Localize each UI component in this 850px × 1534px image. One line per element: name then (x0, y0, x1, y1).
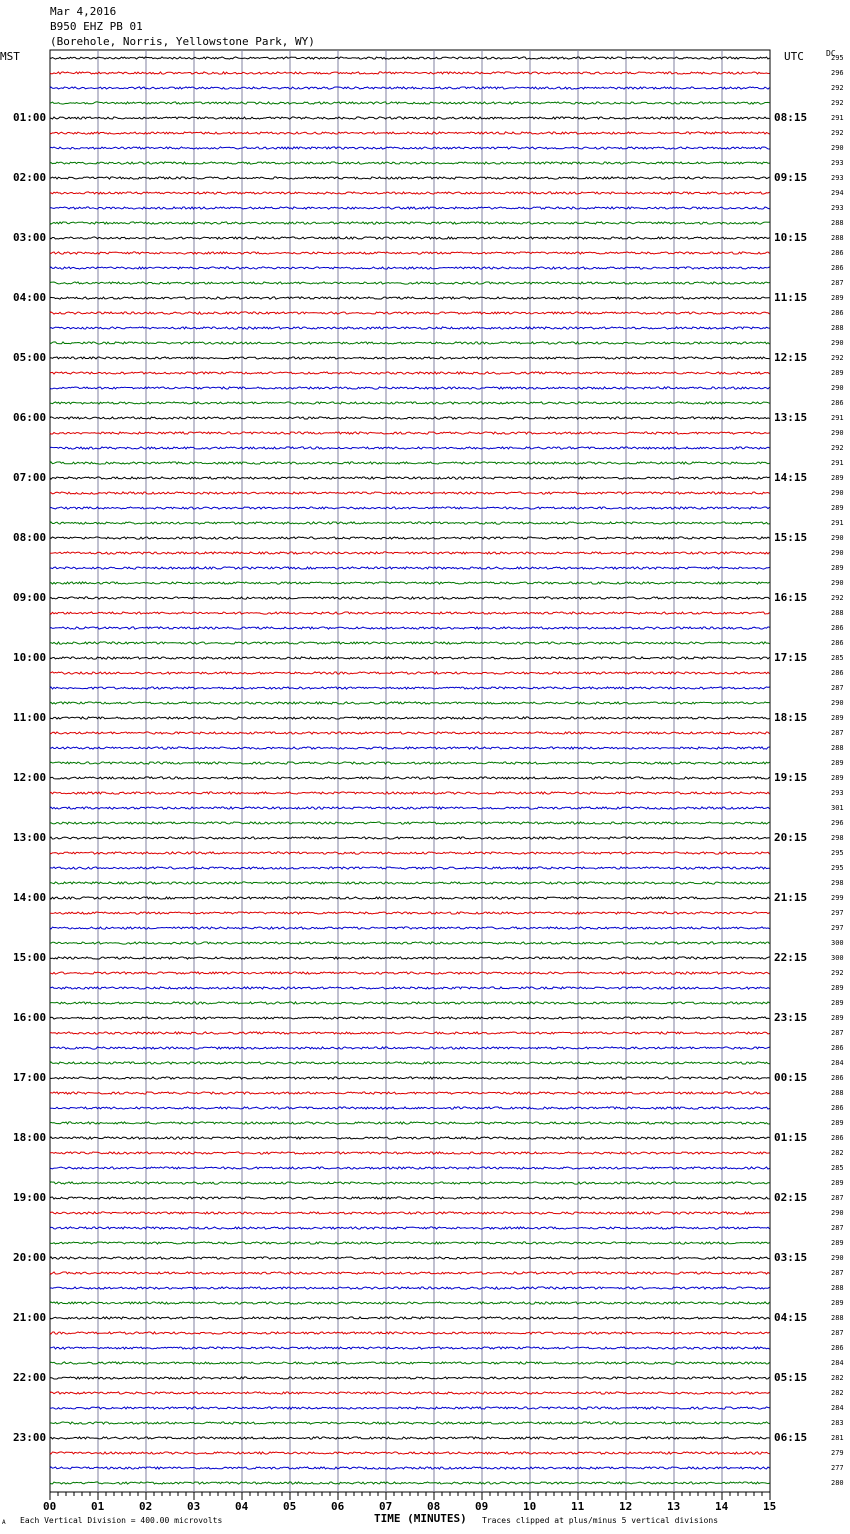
x-tick-label: 05 (283, 1500, 297, 1513)
seismic-trace (50, 1047, 770, 1049)
dc-offset-value: 280 (831, 1479, 844, 1487)
mst-hour-label: 04:00 (13, 291, 47, 304)
utc-hour-label: 14:15 (774, 471, 808, 484)
dc-offset-value: 288 (831, 609, 844, 617)
seismic-trace (50, 537, 770, 539)
dc-offset-value: 290 (831, 534, 844, 542)
utc-hour-label: 19:15 (774, 771, 808, 784)
x-tick-label: 03 (187, 1500, 201, 1513)
mst-hour-label: 10:00 (13, 651, 47, 664)
dc-offset-value: 294 (831, 189, 844, 197)
dc-offset-value: 296 (831, 819, 844, 827)
seismic-trace (50, 732, 770, 734)
mst-hour-label: 20:00 (13, 1251, 47, 1264)
seismic-trace (50, 657, 770, 659)
seismic-trace (50, 1302, 770, 1304)
seismic-trace (50, 1197, 770, 1199)
seismic-trace (50, 1212, 770, 1214)
dc-offset-value: 293 (831, 204, 844, 212)
dc-offset-value: 285 (831, 1164, 844, 1172)
mst-hour-label: 19:00 (13, 1191, 47, 1204)
dc-offset-value: 289 (831, 1179, 844, 1187)
seismic-trace (50, 942, 770, 944)
seismic-trace (50, 1092, 770, 1094)
seismic-trace (50, 717, 770, 719)
utc-hour-label: 21:15 (774, 891, 808, 904)
dc-offset-value: 300 (831, 939, 844, 947)
seismic-trace (50, 612, 770, 614)
seismic-trace (50, 1032, 770, 1034)
dc-offset-value: 295 (831, 864, 844, 872)
dc-offset-value: 289 (831, 759, 844, 767)
dc-offset-value: 282 (831, 1374, 844, 1382)
seismic-trace (50, 147, 770, 149)
mst-hour-label: 05:00 (13, 351, 47, 364)
dc-offset-value: 301 (831, 804, 844, 812)
utc-hour-label: 20:15 (774, 831, 808, 844)
seismic-trace (50, 297, 770, 299)
dc-offset-value: 281 (831, 1434, 844, 1442)
dc-offset-value: 292 (831, 444, 844, 452)
mst-hour-label: 14:00 (13, 891, 47, 904)
seismic-trace (50, 702, 770, 704)
seismic-trace (50, 1002, 770, 1004)
left-timezone-label: MST (0, 50, 20, 63)
utc-hour-label: 22:15 (774, 951, 808, 964)
dc-offset-value: 292 (831, 594, 844, 602)
utc-hour-label: 13:15 (774, 411, 808, 424)
seismic-trace (50, 1227, 770, 1229)
seismic-trace (50, 1152, 770, 1154)
seismic-trace (50, 492, 770, 494)
seismic-trace (50, 1242, 770, 1244)
mst-hour-label: 01:00 (13, 111, 47, 124)
mst-hour-label: 15:00 (13, 951, 47, 964)
seismic-trace (50, 1107, 770, 1109)
dc-offset-value: 298 (831, 834, 844, 842)
seismic-trace (50, 1317, 770, 1319)
seismic-trace (50, 522, 770, 524)
utc-hour-label: 23:15 (774, 1011, 808, 1024)
seismic-trace (50, 282, 770, 284)
x-tick-label: 12 (619, 1500, 633, 1513)
dc-offset-value: 298 (831, 879, 844, 887)
dc-offset-value: 288 (831, 324, 844, 332)
dc-offset-value: 286 (831, 1044, 844, 1052)
seismic-trace (50, 672, 770, 674)
seismic-trace (50, 642, 770, 644)
x-tick-label: 10 (523, 1500, 537, 1513)
seismic-trace (50, 987, 770, 989)
dc-offset-value: 288 (831, 219, 844, 227)
dc-offset-value: 286 (831, 399, 844, 407)
dc-offset-value: 286 (831, 1074, 844, 1082)
seismic-trace (50, 957, 770, 959)
dc-offset-value: 286 (831, 1344, 844, 1352)
dc-offset-value: 286 (831, 309, 844, 317)
seismic-trace (50, 417, 770, 419)
seismic-trace (50, 1407, 770, 1409)
seismic-trace (50, 477, 770, 479)
seismic-trace (50, 1377, 770, 1379)
dc-offset-value: 287 (831, 1029, 844, 1037)
utc-hour-label: 01:15 (774, 1131, 808, 1144)
dc-offset-value: 287 (831, 279, 844, 287)
seismic-trace (50, 852, 770, 854)
seismic-trace (50, 462, 770, 464)
dc-offset-value: 282 (831, 1389, 844, 1397)
dc-offset-value: 290 (831, 549, 844, 557)
seismic-trace (50, 1332, 770, 1334)
utc-hour-label: 10:15 (774, 231, 808, 244)
mst-hour-label: 18:00 (13, 1131, 47, 1144)
clip-note: Traces clipped at plus/minus 5 vertical divisions (482, 1516, 719, 1525)
dc-offset-value: 292 (831, 99, 844, 107)
seismic-trace (50, 237, 770, 239)
mst-hour-label: 22:00 (13, 1371, 47, 1384)
dc-offset-value: 284 (831, 1404, 844, 1412)
seismic-trace (50, 327, 770, 329)
dc-offset-value: 288 (831, 1089, 844, 1097)
dc-offset-value: 290 (831, 579, 844, 587)
seismic-trace (50, 192, 770, 194)
seismic-trace (50, 582, 770, 584)
dc-offset-value: 290 (831, 429, 844, 437)
seismic-trace (50, 102, 770, 104)
seismic-trace (50, 567, 770, 569)
dc-offset-value: 295 (831, 849, 844, 857)
dc-offset-value: 286 (831, 669, 844, 677)
x-tick-label: 08 (427, 1500, 441, 1513)
seismic-trace (50, 162, 770, 164)
x-tick-label: 06 (331, 1500, 345, 1513)
seismic-trace (50, 207, 770, 209)
corner-mark: A (2, 1519, 6, 1526)
dc-offset-value: 290 (831, 489, 844, 497)
mst-hour-label: 12:00 (13, 771, 47, 784)
seismic-trace (50, 807, 770, 809)
utc-hour-label: 12:15 (774, 351, 808, 364)
seismic-trace (50, 447, 770, 449)
station-id: B950 EHZ PB 01 (50, 20, 143, 33)
dc-offset-value: 285 (831, 654, 844, 662)
mst-hour-label: 17:00 (13, 1071, 47, 1084)
seismic-trace (50, 912, 770, 914)
seismic-trace (50, 552, 770, 554)
scale-note: Each Vertical Division = 400.00 microvolts (20, 1516, 223, 1525)
seismic-trace (50, 132, 770, 134)
seismic-trace (50, 1017, 770, 1019)
seismic-trace (50, 402, 770, 404)
dc-offset-value: 286 (831, 1134, 844, 1142)
seismic-trace (50, 1422, 770, 1424)
dc-offset-value: 286 (831, 249, 844, 257)
seismic-trace (50, 432, 770, 434)
x-tick-label: 04 (235, 1500, 249, 1513)
mst-hour-label: 11:00 (13, 711, 47, 724)
dc-offset-value: 288 (831, 1314, 844, 1322)
dc-offset-value: 289 (831, 504, 844, 512)
seismic-trace (50, 1347, 770, 1349)
seismic-trace (50, 72, 770, 74)
seismic-trace (50, 1257, 770, 1259)
utc-hour-label: 02:15 (774, 1191, 808, 1204)
mst-hour-label: 13:00 (13, 831, 47, 844)
x-tick-label: 14 (715, 1500, 729, 1513)
x-tick-label: 01 (91, 1500, 105, 1513)
dc-offset-value: 299 (831, 894, 844, 902)
dc-offset-value: 277 (831, 1464, 844, 1472)
dc-offset-value: 289 (831, 999, 844, 1007)
seismic-trace (50, 267, 770, 269)
seismic-trace (50, 597, 770, 599)
dc-offset-value: 286 (831, 264, 844, 272)
utc-hour-label: 09:15 (774, 171, 808, 184)
utc-hour-label: 17:15 (774, 651, 808, 664)
dc-offset-value: 279 (831, 1449, 844, 1457)
seismic-trace (50, 1137, 770, 1139)
dc-offset-value: 282 (831, 1149, 844, 1157)
x-tick-label: 02 (139, 1500, 153, 1513)
dc-offset-value: 286 (831, 624, 844, 632)
mst-hour-label: 08:00 (13, 531, 47, 544)
seismic-trace (50, 882, 770, 884)
chart-date: Mar 4,2016 (50, 5, 117, 18)
dc-offset-value: 284 (831, 1359, 844, 1367)
x-tick-label: 07 (379, 1500, 393, 1513)
seismic-trace (50, 1167, 770, 1169)
dc-offset-value: 293 (831, 174, 844, 182)
dc-offset-value: 283 (831, 1419, 844, 1427)
seismic-trace (50, 1062, 770, 1064)
seismic-trace (50, 1077, 770, 1079)
seismic-trace (50, 1287, 770, 1289)
seismic-trace (50, 747, 770, 749)
dc-offset-value: 290 (831, 384, 844, 392)
dc-offset-value: 296 (831, 69, 844, 77)
seismic-trace (50, 357, 770, 359)
dc-offset-value: 293 (831, 159, 844, 167)
utc-hour-label: 15:15 (774, 531, 808, 544)
utc-hour-label: 06:15 (774, 1431, 808, 1444)
seismic-trace (50, 1437, 770, 1439)
utc-hour-label: 04:15 (774, 1311, 808, 1324)
seismic-trace (50, 252, 770, 254)
seismic-trace (50, 87, 770, 89)
dc-offset-value: 289 (831, 1014, 844, 1022)
plot-frame (50, 50, 770, 1492)
dc-offset-value: 288 (831, 744, 844, 752)
dc-offset-value: 292 (831, 969, 844, 977)
seismic-trace (50, 1122, 770, 1124)
seismic-trace (50, 687, 770, 689)
dc-offset-value: 292 (831, 84, 844, 92)
seismic-trace (50, 1452, 770, 1454)
dc-offset-value: 293 (831, 789, 844, 797)
dc-offset-value: 290 (831, 339, 844, 347)
seismic-trace (50, 117, 770, 119)
seismic-trace (50, 837, 770, 839)
dc-offset-value: 287 (831, 1194, 844, 1202)
dc-offset-value: 287 (831, 1224, 844, 1232)
mst-hour-label: 23:00 (13, 1431, 47, 1444)
seismic-trace (50, 792, 770, 794)
seismic-trace (50, 927, 770, 929)
seismic-trace (50, 1362, 770, 1364)
x-tick-label: 13 (667, 1500, 681, 1513)
mst-hour-label: 03:00 (13, 231, 47, 244)
seismic-trace (50, 177, 770, 179)
seismic-trace (50, 627, 770, 629)
dc-offset-value: 292 (831, 354, 844, 362)
seismic-trace (50, 822, 770, 824)
dc-offset-value: 290 (831, 699, 844, 707)
utc-hour-label: 08:15 (774, 111, 808, 124)
dc-offset-value: 287 (831, 684, 844, 692)
utc-hour-label: 16:15 (774, 591, 808, 604)
utc-hour-label: 18:15 (774, 711, 808, 724)
x-tick-label: 00 (43, 1500, 57, 1513)
utc-hour-label: 11:15 (774, 291, 808, 304)
dc-offset-value: 291 (831, 519, 844, 527)
seismic-trace (50, 777, 770, 779)
right-timezone-label: UTC (784, 50, 804, 63)
dc-offset-value: 290 (831, 1209, 844, 1217)
dc-offset-value: 287 (831, 1269, 844, 1277)
dc-offset-value: 289 (831, 369, 844, 377)
utc-hour-label: 03:15 (774, 1251, 808, 1264)
dc-offset-value: 290 (831, 1254, 844, 1262)
dc-offset-value: 289 (831, 714, 844, 722)
dc-offset-value: 297 (831, 924, 844, 932)
dc-offset-value: 286 (831, 639, 844, 647)
dc-offset-value: 291 (831, 114, 844, 122)
mst-hour-label: 09:00 (13, 591, 47, 604)
mst-hour-label: 07:00 (13, 471, 47, 484)
seismic-trace (50, 867, 770, 869)
mst-hour-label: 16:00 (13, 1011, 47, 1024)
dc-offset-value: 289 (831, 564, 844, 572)
seismic-trace (50, 1182, 770, 1184)
seismic-trace (50, 1272, 770, 1274)
dc-offset-value: 292 (831, 129, 844, 137)
seismic-trace (50, 387, 770, 389)
dc-offset-value: 289 (831, 1239, 844, 1247)
seismic-trace (50, 342, 770, 344)
dc-offset-value: 289 (831, 774, 844, 782)
seismic-trace (50, 222, 770, 224)
x-tick-label: 11 (571, 1500, 585, 1513)
seismic-trace (50, 972, 770, 974)
seismic-trace (50, 762, 770, 764)
seismic-trace (50, 57, 770, 59)
mst-hour-label: 02:00 (13, 171, 47, 184)
dc-offset-value: 289 (831, 984, 844, 992)
dc-offset-value: 289 (831, 474, 844, 482)
dc-offset-value: 288 (831, 1284, 844, 1292)
dc-offset-value: 287 (831, 1329, 844, 1337)
seismic-trace (50, 372, 770, 374)
dc-offset-value: 291 (831, 459, 844, 467)
dc-offset-value: 300 (831, 954, 844, 962)
seismic-trace (50, 1392, 770, 1394)
dc-offset-value: 290 (831, 144, 844, 152)
dc-offset-value: 291 (831, 414, 844, 422)
seismic-trace (50, 312, 770, 314)
mst-hour-label: 06:00 (13, 411, 47, 424)
dc-column-header: DC (826, 49, 836, 58)
dc-offset-value: 288 (831, 234, 844, 242)
x-tick-label: 09 (475, 1500, 489, 1513)
utc-hour-label: 00:15 (774, 1071, 808, 1084)
x-axis-title: TIME (MINUTES) (374, 1512, 467, 1525)
dc-offset-value: 297 (831, 909, 844, 917)
dc-offset-value: 289 (831, 1119, 844, 1127)
seismic-trace (50, 507, 770, 509)
dc-offset-value: 286 (831, 1104, 844, 1112)
x-tick-label: 15 (763, 1500, 777, 1513)
station-location: (Borehole, Norris, Yellowstone Park, WY) (50, 35, 315, 48)
mst-hour-label: 21:00 (13, 1311, 47, 1324)
dc-offset-value: 289 (831, 294, 844, 302)
seismic-trace (50, 1467, 770, 1469)
seismic-trace (50, 897, 770, 899)
dc-offset-value: 295 (831, 54, 844, 62)
dc-offset-value: 287 (831, 729, 844, 737)
utc-hour-label: 05:15 (774, 1371, 808, 1384)
dc-offset-value: 289 (831, 1299, 844, 1307)
seismic-trace (50, 1482, 770, 1484)
dc-offset-value: 284 (831, 1059, 844, 1067)
